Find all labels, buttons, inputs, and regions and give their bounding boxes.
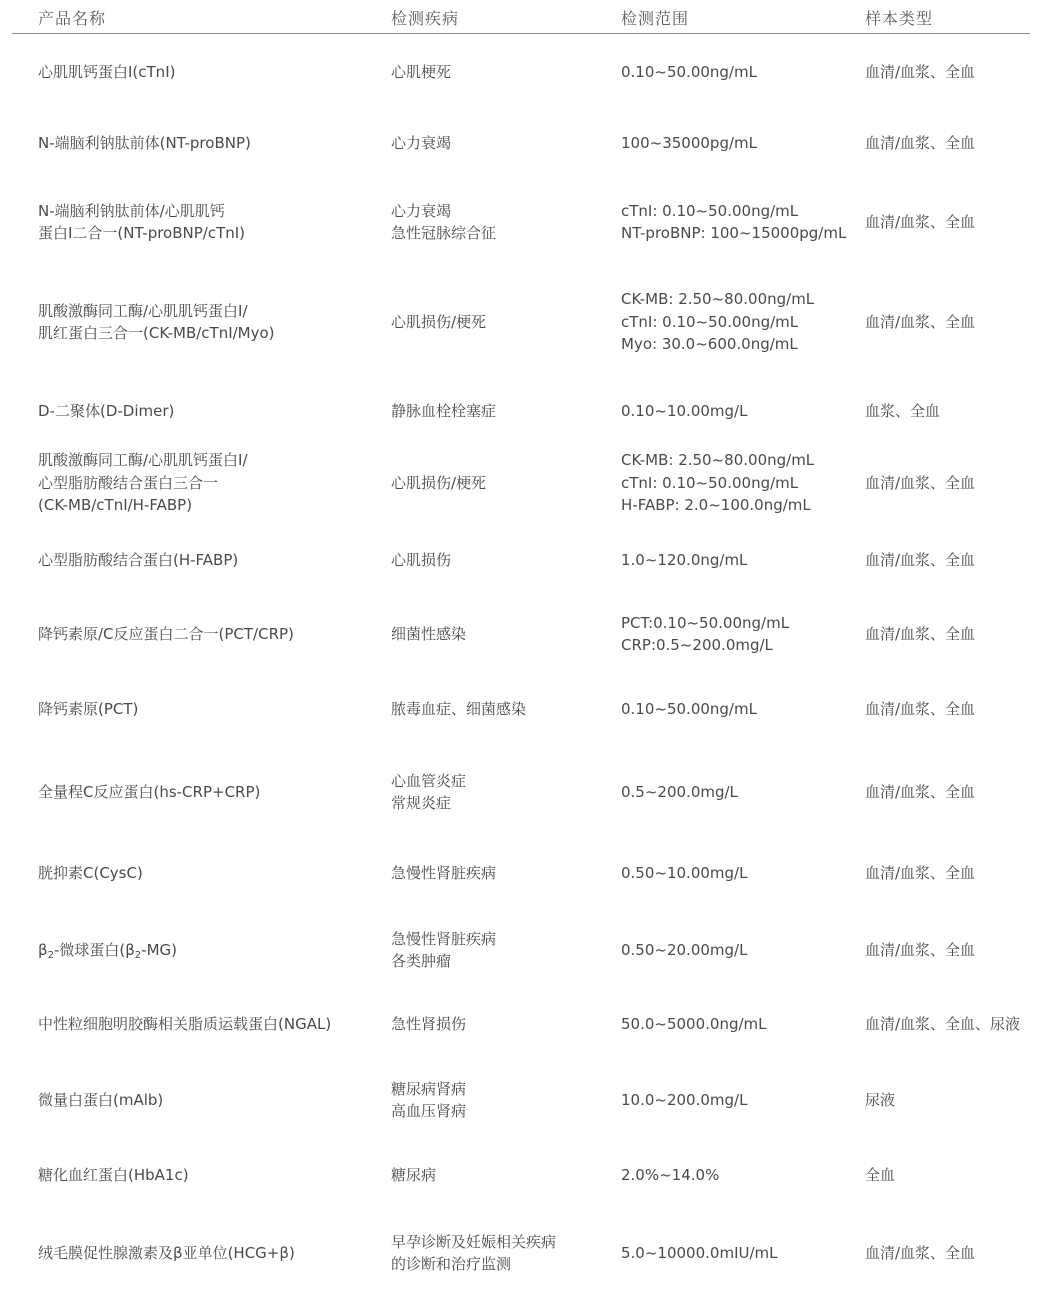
cell-line: 血清/血浆、全血 — [865, 473, 976, 492]
header-detected-disease: 检测疾病 — [391, 9, 460, 28]
sample-type-cell — [865, 445, 1035, 521]
cell-line: cTnI: 0.10~50.00ng/mL — [621, 201, 799, 220]
cell-line: 血浆、全血 — [865, 401, 941, 420]
product-name-cell — [38, 1062, 383, 1138]
sample-type-cell — [865, 1062, 1035, 1138]
cell-line: CK-MB: 2.50~80.00ng/mL — [621, 451, 815, 470]
cell-line: 脓毒血症、细菌感染 — [391, 699, 527, 718]
cell-line: 心力衰竭 — [391, 133, 452, 152]
table-row — [0, 835, 1037, 911]
cell-line: 血清/血浆、全血 — [865, 212, 976, 231]
detection-range-cell — [621, 522, 861, 598]
cell-line: 中性粒细胞明胶酶相关脂质运载蛋白(NGAL) — [38, 1014, 332, 1033]
product-name-cell — [38, 671, 383, 747]
product-name-cell — [38, 184, 383, 260]
table-row — [0, 986, 1037, 1062]
detected-disease-cell — [391, 445, 616, 521]
cell-line: 急性肾损伤 — [391, 1014, 467, 1033]
detected-disease-cell — [391, 184, 616, 260]
cell-line: 0.5~200.0mg/L — [621, 782, 738, 801]
product-name-cell — [38, 596, 383, 672]
detected-disease-cell — [391, 1062, 616, 1138]
cell-line: 心肌损伤/梗死 — [391, 473, 487, 492]
table-row — [0, 912, 1037, 988]
header-product-name: 产品名称 — [38, 9, 107, 28]
detection-range-cell — [621, 445, 861, 521]
detection-range-cell — [621, 671, 861, 747]
cell-line: NT-proBNP: 100~15000pg/mL — [621, 224, 847, 242]
sample-type-cell — [865, 1137, 1035, 1213]
cell-line: 糖尿病肾病 — [391, 1079, 467, 1098]
table-row — [0, 596, 1037, 672]
product-name-cell — [38, 754, 383, 830]
sample-type-cell — [865, 184, 1035, 260]
cell-line: 血清/血浆、全血 — [865, 312, 976, 331]
table-row — [0, 284, 1037, 360]
sample-type-cell — [865, 284, 1035, 360]
cell-line: Myo: 30.0~600.0ng/mL — [621, 335, 798, 354]
cell-line: N-端脑利钠肽前体/心肌肌钙 — [38, 201, 225, 220]
cell-line: 2.0%~14.0% — [621, 1165, 720, 1184]
cell-line: 糖尿病 — [391, 1165, 437, 1184]
table-row — [0, 754, 1037, 830]
detected-disease-cell — [391, 34, 616, 110]
detected-disease-cell — [391, 835, 616, 911]
cell-line: 静脉血栓栓塞症 — [391, 401, 497, 420]
product-name-cell — [38, 373, 383, 449]
cell-line: 心肌损伤/梗死 — [391, 312, 487, 331]
cell-line: 心肌肌钙蛋白I(cTnI) — [38, 62, 176, 81]
sample-type-cell — [865, 522, 1035, 598]
cell-line: 全血 — [865, 1165, 896, 1184]
detection-range-cell — [621, 34, 861, 110]
product-name-cell — [38, 284, 383, 360]
table-row — [0, 1137, 1037, 1213]
cell-line: N-端脑利钠肽前体(NT-proBNP) — [38, 133, 251, 152]
cell-line: 降钙素原(PCT) — [38, 699, 139, 718]
detection-range-cell — [621, 1137, 861, 1213]
table-row — [0, 34, 1037, 110]
cell-line: 血清/血浆、全血 — [865, 940, 976, 959]
cell-line: 肌红蛋白三合一(CK-MB/cTnI/Myo) — [38, 324, 275, 342]
cell-line: 5.0~10000.0mIU/mL — [621, 1243, 778, 1262]
cell-line: 50.0~5000.0ng/mL — [621, 1014, 767, 1033]
cell-line: 血清/血浆、全血 — [865, 550, 976, 569]
cell-line: 微量白蛋白(mAlb) — [38, 1090, 164, 1109]
cell-line: 的诊断和治疗监测 — [391, 1255, 512, 1273]
cell-line: 早孕诊断及妊娠相关疾病 — [391, 1232, 557, 1251]
cell-line: 0.10~10.00mg/L — [621, 401, 748, 420]
cell-line: PCT:0.10~50.00ng/mL — [621, 613, 790, 632]
cell-line: 1.0~120.0ng/mL — [621, 550, 748, 569]
cell-line: 0.10~50.00ng/mL — [621, 62, 757, 81]
cell-line: 10.0~200.0mg/L — [621, 1090, 748, 1109]
detection-range-cell — [621, 754, 861, 830]
cell-line: H-FABP: 2.0~100.0ng/mL — [621, 496, 811, 515]
cell-line: 血清/血浆、全血 — [865, 62, 976, 81]
product-name-cell — [38, 1137, 383, 1213]
sample-type-cell — [865, 596, 1035, 672]
cell-line: 心血管炎症 — [391, 771, 467, 790]
table-row — [0, 1215, 1037, 1291]
sample-type-cell — [865, 34, 1035, 110]
detected-disease-cell — [391, 284, 616, 360]
sample-type-cell — [865, 671, 1035, 747]
table-row — [0, 522, 1037, 598]
cell-line: 血清/血浆、全血、尿液 — [865, 1014, 1021, 1033]
cell-line: 急慢性肾脏疾病 — [391, 929, 497, 948]
cell-line: 血清/血浆、全血 — [865, 699, 976, 718]
product-name-cell — [38, 835, 383, 911]
cell-line: 蛋白I二合一(NT-proBNP/cTnI) — [38, 224, 246, 242]
table-row — [0, 184, 1037, 260]
detection-range-cell — [621, 835, 861, 911]
sample-type-cell — [865, 105, 1035, 181]
cell-line: 100~35000pg/mL — [621, 133, 757, 152]
detection-range-cell — [621, 912, 861, 988]
detected-disease-cell — [391, 373, 616, 449]
cell-line: 急慢性肾脏疾病 — [391, 863, 497, 882]
sample-type-cell — [865, 1215, 1035, 1291]
sample-type-cell — [865, 986, 1035, 1062]
product-name-cell — [38, 445, 383, 521]
cell-line: 血清/血浆、全血 — [865, 133, 976, 152]
cell-line: 血清/血浆、全血 — [865, 782, 976, 801]
cell-line: 尿液 — [865, 1090, 896, 1109]
cell-line: 急性冠脉综合征 — [391, 224, 497, 242]
cell-line: 胱抑素C(CysC) — [38, 863, 143, 882]
detection-range-cell — [621, 373, 861, 449]
detected-disease-cell — [391, 105, 616, 181]
cell-line: 常规炎症 — [391, 794, 452, 812]
cell-line: 细菌性感染 — [391, 624, 467, 643]
sample-type-cell — [865, 835, 1035, 911]
cell-line: 血清/血浆、全血 — [865, 863, 976, 882]
cell-line: 心肌损伤 — [391, 550, 452, 569]
table-row — [0, 445, 1037, 521]
cell-line: 绒毛膜促性腺激素及β亚单位(HCG+β) — [38, 1243, 295, 1262]
detected-disease-cell — [391, 754, 616, 830]
product-name-cell — [38, 105, 383, 181]
detection-range-cell — [621, 596, 861, 672]
cell-line: 全量程C反应蛋白(hs-CRP+CRP) — [38, 782, 261, 801]
table-row — [0, 1062, 1037, 1138]
table-row — [0, 671, 1037, 747]
cell-line: CRP:0.5~200.0mg/L — [621, 636, 773, 654]
detection-range-cell — [621, 986, 861, 1062]
cell-line: 各类肿瘤 — [391, 952, 452, 970]
product-name-cell — [38, 1215, 383, 1291]
cell-line: 0.50~10.00mg/L — [621, 863, 748, 882]
product-name-cell — [38, 986, 383, 1062]
product-name-cell — [38, 912, 383, 988]
cell-line: (CK-MB/cTnI/H-FABP) — [38, 496, 193, 515]
detected-disease-cell — [391, 1215, 616, 1291]
cell-line: 肌酸激酶同工酶/心肌肌钙蛋白I/ — [38, 451, 248, 470]
cell-line: 0.50~20.00mg/L — [621, 940, 748, 959]
detected-disease-cell — [391, 1137, 616, 1213]
sample-type-cell — [865, 912, 1035, 988]
table-header — [0, 0, 1037, 34]
sample-type-cell — [865, 754, 1035, 830]
cell-line: 糖化血红蛋白(HbA1c) — [38, 1165, 189, 1184]
table-row — [0, 105, 1037, 181]
cell-line: 0.10~50.00ng/mL — [621, 699, 757, 718]
header-sample-type: 样本类型 — [865, 9, 934, 28]
detection-range-cell — [621, 184, 861, 260]
cell-line: 肌酸激酶同工酶/心肌肌钙蛋白I/ — [38, 301, 248, 320]
sample-type-cell — [865, 373, 1035, 449]
cell-line: cTnI: 0.10~50.00ng/mL — [621, 473, 799, 492]
cell-line: 高血压肾病 — [391, 1102, 467, 1120]
cell-line: D-二聚体(D-Dimer) — [38, 401, 175, 420]
cell-line: $\beta_2-$微球蛋白$(\beta_2-MG)$ — [38, 940, 178, 961]
detection-range-cell — [621, 1215, 861, 1291]
cell-line: cTnI: 0.10~50.00ng/mL — [621, 312, 799, 331]
cell-line: 血清/血浆、全血 — [865, 624, 976, 643]
cell-line: 降钙素原/C反应蛋白二合一(PCT/CRP) — [38, 624, 294, 643]
cell-line: 心肌梗死 — [391, 62, 452, 81]
detection-range-cell — [621, 1062, 861, 1138]
detected-disease-cell — [391, 596, 616, 672]
table-row — [0, 373, 1037, 449]
cell-line: 心型脂肪酸结合蛋白(H-FABP) — [38, 550, 239, 569]
cell-line: 血清/血浆、全血 — [865, 1243, 976, 1262]
detected-disease-cell — [391, 912, 616, 988]
product-name-cell — [38, 522, 383, 598]
cell-line: CK-MB: 2.50~80.00ng/mL — [621, 290, 815, 309]
detected-disease-cell — [391, 522, 616, 598]
detection-range-cell — [621, 284, 861, 360]
cell-line: 心型脂肪酸结合蛋白三合一 — [38, 473, 219, 492]
product-name-cell — [38, 34, 383, 110]
detected-disease-cell — [391, 986, 616, 1062]
detected-disease-cell — [391, 671, 616, 747]
cell-line: 心力衰竭 — [391, 201, 452, 220]
detection-range-cell — [621, 105, 861, 181]
header-detection-range: 检测范围 — [621, 9, 690, 28]
